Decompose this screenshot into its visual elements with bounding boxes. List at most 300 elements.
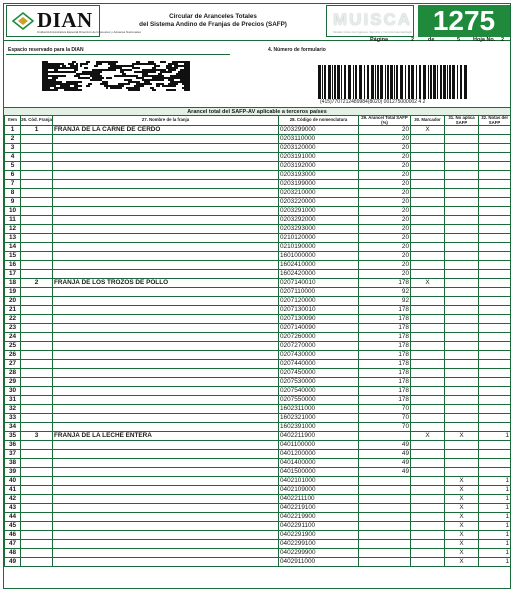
- cell-item: 1: [5, 126, 21, 135]
- cell-name: [53, 531, 279, 540]
- cell-nt: [479, 414, 511, 423]
- cell-nt: [479, 198, 511, 207]
- table-row: [5, 486, 511, 495]
- cell-item: 44: [5, 513, 21, 522]
- cell-na: [445, 288, 479, 297]
- cell-mk: [411, 495, 445, 504]
- cell-na: [445, 207, 479, 216]
- table-row: [5, 540, 511, 549]
- cell-name: [53, 441, 279, 450]
- cell-name: [53, 342, 279, 351]
- cell-name: [53, 198, 279, 207]
- cell-val: [359, 558, 411, 567]
- table-row: [5, 252, 511, 261]
- form-header: [4, 4, 510, 40]
- cell-cod: [21, 504, 53, 513]
- cell-nt: [479, 396, 511, 405]
- table-row: [5, 243, 511, 252]
- cell-na: [445, 405, 479, 414]
- table-row: [5, 468, 511, 477]
- cell-cod: [21, 270, 53, 279]
- cell-mk: X: [411, 432, 445, 441]
- barcode-text: (415)7707212489984(8020) 001275000002 4 2: [320, 99, 426, 105]
- cell-na: X: [445, 504, 479, 513]
- cell-code: 0203210000: [279, 189, 359, 198]
- cell-na: [445, 135, 479, 144]
- cell-na: [445, 234, 479, 243]
- cell-na: [445, 198, 479, 207]
- cell-code: 0402291900: [279, 531, 359, 540]
- cell-code: 1602311000: [279, 405, 359, 414]
- cell-mk: [411, 324, 445, 333]
- cell-code: 0203220000: [279, 198, 359, 207]
- cell-val: [359, 549, 411, 558]
- cell-cod: [21, 144, 53, 153]
- cell-code: 0203299000: [279, 126, 359, 135]
- cell-item: 2: [5, 135, 21, 144]
- cell-mk: [411, 270, 445, 279]
- cell-nt: 1: [479, 513, 511, 522]
- cell-code: 0203192000: [279, 162, 359, 171]
- cell-mk: [411, 405, 445, 414]
- cell-item: 36: [5, 441, 21, 450]
- cell-na: [445, 396, 479, 405]
- cell-na: [445, 414, 479, 423]
- cell-item: 48: [5, 549, 21, 558]
- table-row: [5, 288, 511, 297]
- cell-item: 20: [5, 297, 21, 306]
- cell-na: [445, 315, 479, 324]
- cell-na: [445, 450, 479, 459]
- cell-code: 1602420000: [279, 270, 359, 279]
- cell-val: 20: [359, 216, 411, 225]
- cell-na: [445, 162, 479, 171]
- cell-code: 0402219100: [279, 504, 359, 513]
- table-row: [5, 549, 511, 558]
- cell-nt: [479, 261, 511, 270]
- page-label: Página: [370, 37, 389, 43]
- cell-code: 0203292000: [279, 216, 359, 225]
- cell-mk: [411, 459, 445, 468]
- cell-nt: 1: [479, 531, 511, 540]
- cell-code: 0207450000: [279, 369, 359, 378]
- cell-code: 0203110000: [279, 135, 359, 144]
- cell-cod: [21, 261, 53, 270]
- cell-name: [53, 396, 279, 405]
- cell-item: 49: [5, 558, 21, 567]
- cell-val: 178: [359, 342, 411, 351]
- cell-na: [445, 324, 479, 333]
- cell-item: 28: [5, 369, 21, 378]
- cell-nt: [479, 360, 511, 369]
- cell-nt: [479, 171, 511, 180]
- cell-cod: [21, 351, 53, 360]
- cell-nt: 1: [479, 477, 511, 486]
- cell-name: [53, 288, 279, 297]
- table-row: [5, 135, 511, 144]
- cell-item: 38: [5, 459, 21, 468]
- cell-nt: 1: [479, 495, 511, 504]
- table-row: [5, 189, 511, 198]
- table-row: [5, 423, 511, 432]
- cell-mk: [411, 414, 445, 423]
- cell-name: [53, 297, 279, 306]
- cell-nt: [479, 342, 511, 351]
- cell-val: 20: [359, 189, 411, 198]
- cell-item: 16: [5, 261, 21, 270]
- cell-nt: 1: [479, 558, 511, 567]
- cell-item: 8: [5, 189, 21, 198]
- cell-cod: [21, 495, 53, 504]
- cell-nt: [479, 270, 511, 279]
- cell-cod: [21, 333, 53, 342]
- cell-na: [445, 297, 479, 306]
- cell-val: 20: [359, 198, 411, 207]
- cell-cod: [21, 315, 53, 324]
- muisca-logo: [326, 5, 414, 37]
- cell-cod: [21, 243, 53, 252]
- cell-cod: [21, 297, 53, 306]
- cell-cod: [21, 378, 53, 387]
- cell-name: [53, 207, 279, 216]
- cell-item: 35: [5, 432, 21, 441]
- table-row: [5, 513, 511, 522]
- cell-code: 0207550000: [279, 396, 359, 405]
- cell-na: [445, 270, 479, 279]
- cell-mk: [411, 180, 445, 189]
- cell-item: 12: [5, 225, 21, 234]
- cell-item: 27: [5, 360, 21, 369]
- of-value: 5: [457, 37, 461, 43]
- cell-nt: [479, 162, 511, 171]
- cell-val: 20: [359, 252, 411, 261]
- title-line-2: del Sistema Andino de Franjas de Precios (SAFP): [139, 21, 287, 28]
- cell-na: [445, 468, 479, 477]
- cell-name: FRANJA DE LA CARNE DE CERDO: [53, 126, 279, 135]
- cell-item: 23: [5, 324, 21, 333]
- cell-na: [445, 216, 479, 225]
- cell-code: 0402101000: [279, 477, 359, 486]
- cell-val: [359, 432, 411, 441]
- cell-item: 31: [5, 396, 21, 405]
- cell-na: X: [445, 495, 479, 504]
- cell-name: [53, 522, 279, 531]
- cell-val: 20: [359, 153, 411, 162]
- cell-name: [53, 216, 279, 225]
- cell-name: [53, 306, 279, 315]
- table-row: [5, 477, 511, 486]
- sheet-value: 2: [501, 37, 505, 43]
- table-row: [5, 342, 511, 351]
- cell-nt: 1: [479, 504, 511, 513]
- table-row: [5, 495, 511, 504]
- cell-item: 47: [5, 540, 21, 549]
- cell-name: [53, 459, 279, 468]
- cell-item: 21: [5, 306, 21, 315]
- section-band-title: Arancel total del SAFP-AV aplicable a terceros países: [4, 107, 510, 116]
- table-row: [5, 162, 511, 171]
- cell-name: [53, 324, 279, 333]
- column-header: 27. Nombre de la franja: [53, 116, 279, 126]
- cell-val: 49: [359, 441, 411, 450]
- cell-cod: 1: [21, 126, 53, 135]
- cell-nt: [479, 153, 511, 162]
- cell-na: [445, 351, 479, 360]
- cell-cod: [21, 288, 53, 297]
- cell-item: 30: [5, 387, 21, 396]
- cell-item: 32: [5, 405, 21, 414]
- cell-cod: [21, 162, 53, 171]
- cell-item: 42: [5, 495, 21, 504]
- cell-cod: [21, 252, 53, 261]
- cell-cod: [21, 513, 53, 522]
- column-header: 30. Marcador: [411, 116, 445, 126]
- cell-na: X: [445, 513, 479, 522]
- cell-cod: [21, 549, 53, 558]
- cell-item: 39: [5, 468, 21, 477]
- column-header: 29. Arancel Total SAFP (%): [359, 116, 411, 126]
- cell-cod: [21, 522, 53, 531]
- cell-code: 0207110000: [279, 288, 359, 297]
- cell-val: 178: [359, 306, 411, 315]
- cell-val: 20: [359, 243, 411, 252]
- cell-cod: [21, 153, 53, 162]
- cell-mk: [411, 351, 445, 360]
- cell-name: [53, 495, 279, 504]
- cell-nt: [479, 405, 511, 414]
- cell-code: 0402109000: [279, 486, 359, 495]
- cell-val: 178: [359, 387, 411, 396]
- cell-item: 33: [5, 414, 21, 423]
- cell-nt: [479, 351, 511, 360]
- cell-code: 0402219900: [279, 513, 359, 522]
- cell-code: 0207430000: [279, 351, 359, 360]
- cell-code: 1602391000: [279, 423, 359, 432]
- cell-mk: [411, 540, 445, 549]
- cell-na: X: [445, 477, 479, 486]
- form-number-label: 4. Número de formulario: [268, 47, 326, 53]
- cell-val: 20: [359, 144, 411, 153]
- cell-cod: [21, 360, 53, 369]
- cell-val: 20: [359, 135, 411, 144]
- cell-code: 0402299100: [279, 540, 359, 549]
- form-barcode: [318, 65, 468, 99]
- cell-cod: [21, 324, 53, 333]
- table-row: [5, 378, 511, 387]
- table-row: [5, 531, 511, 540]
- cell-item: 34: [5, 423, 21, 432]
- cell-nt: [479, 144, 511, 153]
- cell-name: [53, 360, 279, 369]
- cell-mk: [411, 135, 445, 144]
- cell-val: 70: [359, 423, 411, 432]
- cell-mk: [411, 333, 445, 342]
- cell-name: [53, 423, 279, 432]
- cell-item: 5: [5, 162, 21, 171]
- cell-nt: [479, 297, 511, 306]
- table-row: [5, 441, 511, 450]
- cell-cod: [21, 459, 53, 468]
- cell-mk: [411, 189, 445, 198]
- cell-nt: [479, 279, 511, 288]
- cell-nt: [479, 387, 511, 396]
- cell-name: [53, 135, 279, 144]
- cell-val: 20: [359, 261, 411, 270]
- cell-cod: [21, 414, 53, 423]
- table-row: [5, 144, 511, 153]
- table-row: [5, 387, 511, 396]
- cell-name: [53, 252, 279, 261]
- cell-mk: [411, 441, 445, 450]
- cell-name: [53, 180, 279, 189]
- dian-logo: [6, 5, 141, 37]
- cell-item: 40: [5, 477, 21, 486]
- cell-code: 0207530000: [279, 378, 359, 387]
- form-page: [3, 3, 511, 589]
- cell-nt: [479, 252, 511, 261]
- sheet-label: Hoja No.: [473, 37, 496, 43]
- cell-item: 17: [5, 270, 21, 279]
- table-row: [5, 315, 511, 324]
- cell-mk: [411, 522, 445, 531]
- cell-mk: [411, 234, 445, 243]
- cell-item: 41: [5, 486, 21, 495]
- cell-name: [53, 171, 279, 180]
- cell-cod: [21, 198, 53, 207]
- cell-nt: [479, 369, 511, 378]
- cell-name: [53, 540, 279, 549]
- table-row: [5, 198, 511, 207]
- cell-na: [445, 261, 479, 270]
- cell-val: 178: [359, 279, 411, 288]
- cell-nt: [479, 180, 511, 189]
- cell-name: [53, 270, 279, 279]
- cell-item: 37: [5, 450, 21, 459]
- table-row: [5, 279, 511, 288]
- cell-cod: [21, 441, 53, 450]
- cell-cod: [21, 450, 53, 459]
- cell-code: 0203199000: [279, 180, 359, 189]
- cell-item: 24: [5, 333, 21, 342]
- cell-val: 20: [359, 126, 411, 135]
- cell-val: 178: [359, 369, 411, 378]
- cell-name: [53, 504, 279, 513]
- cell-val: 20: [359, 162, 411, 171]
- cell-na: [445, 189, 479, 198]
- cell-na: [445, 360, 479, 369]
- cell-nt: 1: [479, 549, 511, 558]
- table-row: [5, 297, 511, 306]
- cell-nt: [479, 378, 511, 387]
- cell-cod: [21, 369, 53, 378]
- cell-val: 70: [359, 405, 411, 414]
- cell-mk: [411, 513, 445, 522]
- cell-name: [53, 468, 279, 477]
- cell-mk: [411, 477, 445, 486]
- cell-cod: [21, 216, 53, 225]
- cell-na: X: [445, 540, 479, 549]
- cell-cod: [21, 468, 53, 477]
- table-row: [5, 459, 511, 468]
- cell-code: 0207140010: [279, 279, 359, 288]
- cell-cod: [21, 342, 53, 351]
- cell-mk: [411, 306, 445, 315]
- cell-code: 0401200000: [279, 450, 359, 459]
- cell-val: 49: [359, 459, 411, 468]
- of-label: de: [428, 37, 435, 43]
- cell-na: [445, 441, 479, 450]
- cell-code: 0402299900: [279, 549, 359, 558]
- cell-mk: [411, 315, 445, 324]
- cell-nt: [479, 126, 511, 135]
- cell-mk: [411, 243, 445, 252]
- cell-mk: [411, 558, 445, 567]
- cell-nt: [479, 468, 511, 477]
- cell-item: 25: [5, 342, 21, 351]
- cell-val: 178: [359, 351, 411, 360]
- cell-name: [53, 234, 279, 243]
- cell-na: X: [445, 549, 479, 558]
- cell-name: [53, 162, 279, 171]
- cell-cod: [21, 531, 53, 540]
- cell-code: 0207270000: [279, 342, 359, 351]
- table-row: [5, 396, 511, 405]
- muisca-subtitle: Modelo Único de Ingresos, Servicio y Control Automatizado: [333, 30, 413, 34]
- cell-mk: [411, 144, 445, 153]
- cell-mk: [411, 252, 445, 261]
- cell-cod: [21, 558, 53, 567]
- cell-na: [445, 423, 479, 432]
- cell-name: [53, 477, 279, 486]
- cell-mk: [411, 153, 445, 162]
- cell-item: 43: [5, 504, 21, 513]
- cell-val: [359, 513, 411, 522]
- form-title: [102, 5, 324, 37]
- table-row: [5, 225, 511, 234]
- cell-val: 92: [359, 288, 411, 297]
- cell-mk: [411, 216, 445, 225]
- cell-nt: 1: [479, 432, 511, 441]
- cell-nt: [479, 441, 511, 450]
- table-body: [5, 126, 511, 567]
- cell-code: 1601000000: [279, 252, 359, 261]
- cell-code: 0210190000: [279, 243, 359, 252]
- cell-cod: [21, 207, 53, 216]
- cell-val: 178: [359, 378, 411, 387]
- cell-mk: [411, 396, 445, 405]
- column-header: Item: [5, 116, 21, 126]
- cell-na: X: [445, 486, 479, 495]
- cell-nt: 1: [479, 486, 511, 495]
- cell-nt: [479, 225, 511, 234]
- cell-na: [445, 387, 479, 396]
- cell-na: [445, 171, 479, 180]
- cell-name: [53, 414, 279, 423]
- cell-na: [445, 243, 479, 252]
- table-row: [5, 360, 511, 369]
- cell-val: 20: [359, 270, 411, 279]
- cell-code: 0207130090: [279, 315, 359, 324]
- cell-code: 1602410000: [279, 261, 359, 270]
- cell-na: [445, 126, 479, 135]
- cell-name: [53, 225, 279, 234]
- cell-name: [53, 486, 279, 495]
- cell-mk: [411, 369, 445, 378]
- cell-name: [53, 549, 279, 558]
- pdf417-barcode: [42, 61, 190, 91]
- table-row: [5, 126, 511, 135]
- cell-mk: [411, 261, 445, 270]
